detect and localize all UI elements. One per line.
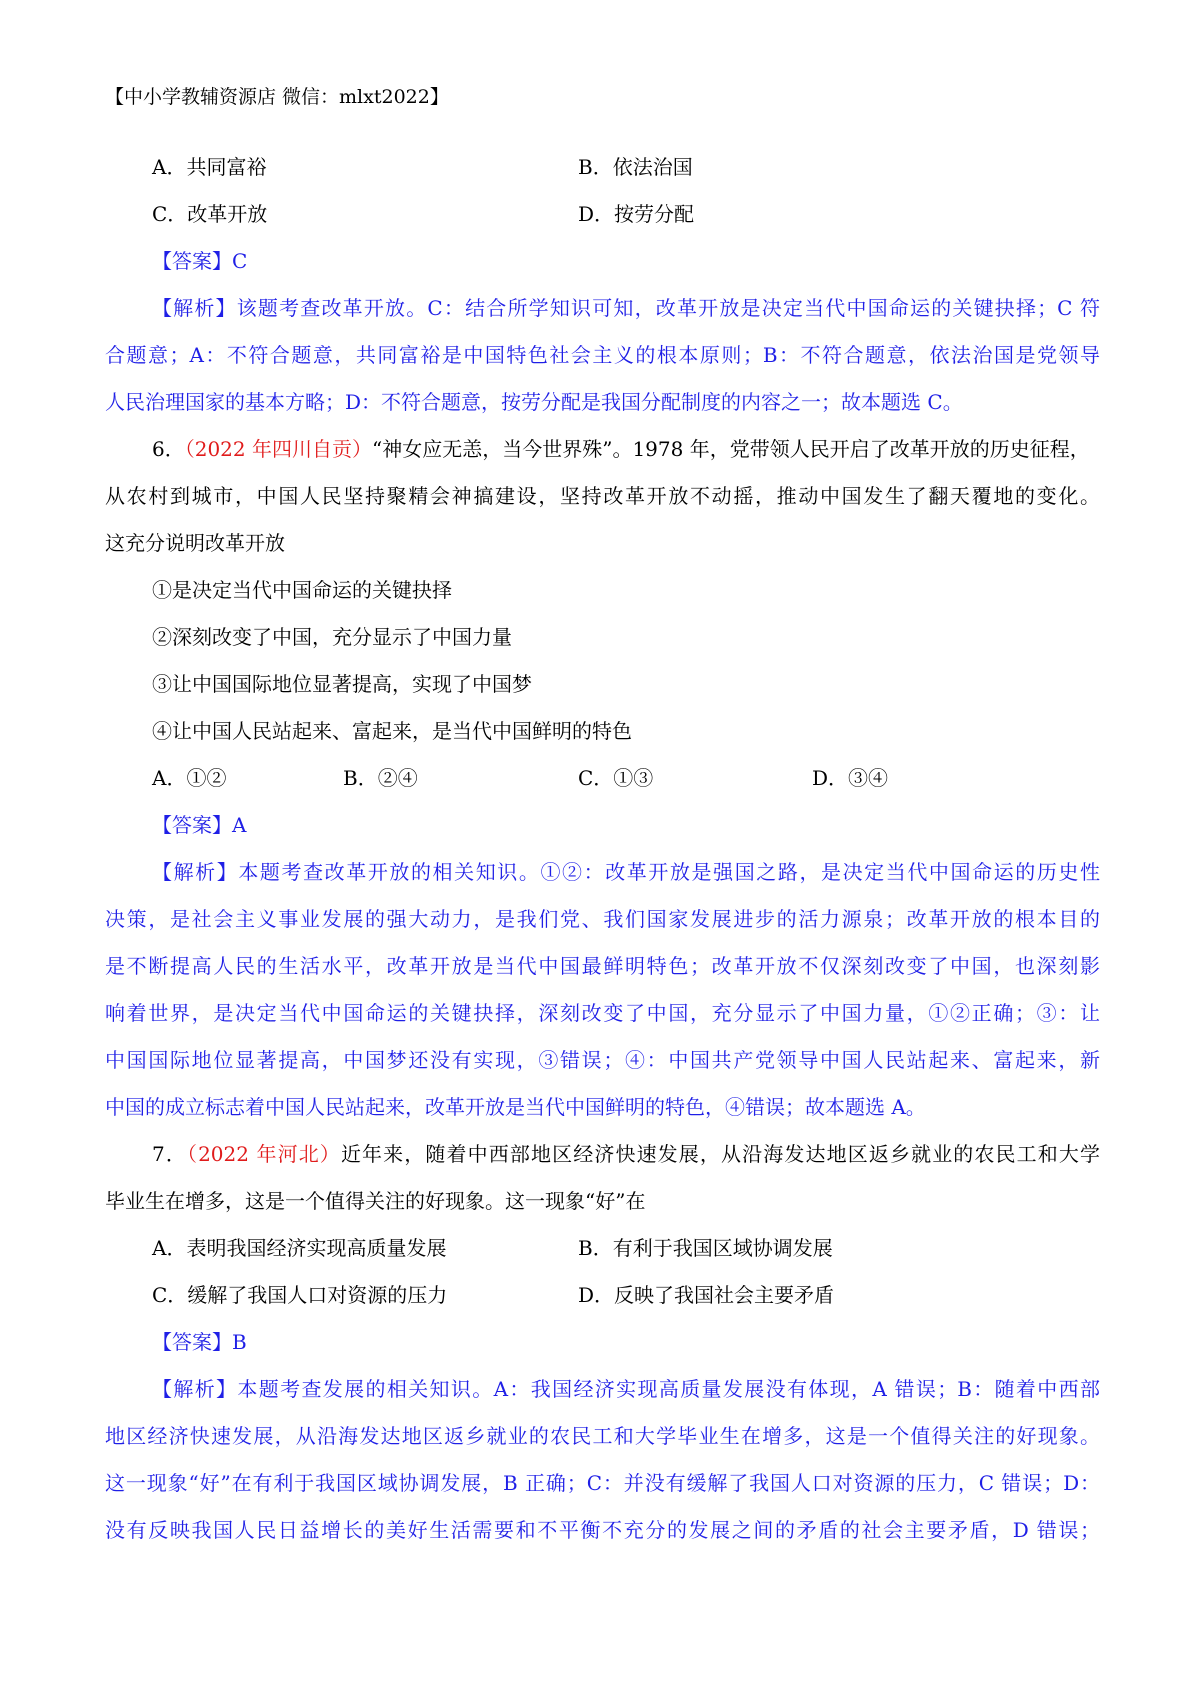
q6-option-d: D．③④ (812, 766, 889, 790)
q6-item: ④让中国人民站起来、富起来，是当代中国鲜明的特色 (152, 719, 632, 743)
q7-analysis-line: 【解析】本题考查发展的相关知识。A：我国经济实现高质量发展没有体现，A 错误；B：随着中西部 (152, 1377, 1100, 1401)
q6-item: ②深刻改变了中国，充分显示了中国力量 (152, 625, 512, 649)
q7-analysis-line: 地区经济快速发展，从沿海发达地区返乡就业的农民工和大学毕业生在增多，这是一个值得关注的好现象。 (105, 1424, 1100, 1448)
q6-option-b: B．②④ (343, 766, 418, 790)
q6-item: ③让中国国际地位显著提高，实现了中国梦 (152, 672, 532, 696)
q7-option-b: B．有利于我国区域协调发展 (578, 1236, 833, 1260)
q6-stem-line (152, 435, 1090, 463)
q5-option-d: D．按劳分配 (578, 202, 695, 226)
q5-analysis-line: 人民治理国家的基本方略；D：不符合题意，按劳分配是我国分配制度的内容之一；故本题选 C。 (105, 390, 963, 414)
q7-number: 7． (152, 1142, 187, 1166)
q6-analysis-line: 决策，是社会主义事业发展的强大动力，是我们党、我们国家发展进步的活力源泉；改革开放的根本目的 (105, 907, 1100, 931)
q6-item: ①是决定当代中国命运的关键抉择 (152, 578, 452, 602)
q6-stem-line: 从农村到城市，中国人民坚持聚精会神搞建设，坚持改革开放不动摇，推动中国发生了翻天覆地的变化。 (105, 484, 1100, 508)
q6-option-a: A．①② (152, 766, 227, 790)
q7-answer: 【答案】B (152, 1330, 247, 1354)
q6-analysis-line: 是不断提高人民的生活水平，改革开放是当代中国最鲜明特色；改革开放不仅深刻改变了中国，也深刻影 (105, 954, 1100, 978)
q7-option-a: A．表明我国经济实现高质量发展 (152, 1236, 447, 1260)
q5-analysis-line: 【解析】该题考查改革开放。C：结合所学知识可知，改革开放是决定当代中国命运的关键抉择；C 符 (152, 296, 1100, 320)
q5-analysis-line: 合题意；A：不符合题意，共同富裕是中国特色社会主义的根本原则；B：不符合题意，依法治国是党领导 (105, 343, 1100, 367)
q7-stem-line (152, 1140, 1100, 1168)
q5-option-b: B．依法治国 (578, 155, 693, 179)
q6-answer: 【答案】A (152, 813, 247, 837)
header-watermark: 【中小学教辅资源店 微信：mlxt2022】 (105, 86, 449, 108)
q6-source: （2022 年四川自贡） (184, 437, 372, 461)
q7-option-d: D．反映了我国社会主要矛盾 (578, 1283, 835, 1307)
q6-analysis-line: 中国国际地位显著提高，中国梦还没有实现，③错误；④：中国共产党领导中国人民站起来、富起来，新 (105, 1048, 1100, 1072)
q7-source: （2022 年河北） (186, 1142, 341, 1166)
q7-analysis-line: 没有反映我国人民日益增长的美好生活需要和不平衡不充分的发展之间的矛盾的社会主要矛盾，D 错误； (105, 1518, 1100, 1542)
q6-option-c: C．①③ (578, 766, 654, 790)
q6-analysis-line: 【解析】本题考查改革开放的相关知识。①②：改革开放是强国之路，是决定当代中国命运的历史性 (152, 860, 1100, 884)
q5-option-c: C．改革开放 (152, 202, 268, 226)
q6-stem-line: 这充分说明改革开放 (105, 531, 285, 555)
q6-analysis-line: 响着世界，是决定当代中国命运的关键抉择，深刻改变了中国，充分显示了中国力量，①②正确；③：让 (105, 1001, 1100, 1025)
q6-analysis-line: 中国的成立标志着中国人民站起来，改革开放是当代中国鲜明的特色，④错误；故本题选 A。 (105, 1095, 926, 1119)
q7-stem-line: 毕业生在增多，这是一个值得关注的好现象。这一现象“好”在 (105, 1189, 646, 1213)
q5-option-a: A．共同富裕 (152, 155, 267, 179)
q7-analysis-line: 这一现象“好”在有利于我国区域协调发展，B 正确；C：并没有缓解了我国人口对资源的压力，C 错误；D： (105, 1471, 1100, 1495)
q5-answer: 【答案】C (152, 249, 248, 273)
q7-option-c: C．缓解了我国人口对资源的压力 (152, 1283, 448, 1307)
q6-number: 6． (152, 437, 185, 461)
q7-stem-text: 近年来，随着中西部地区经济快速发展，从沿海发达地区返乡就业的农民工和大学 (340, 1142, 1101, 1166)
q6-stem-text: “神女应无恙，当今世界殊”。1978 年，党带领人民开启了改革开放的历史征程， (372, 437, 1090, 461)
